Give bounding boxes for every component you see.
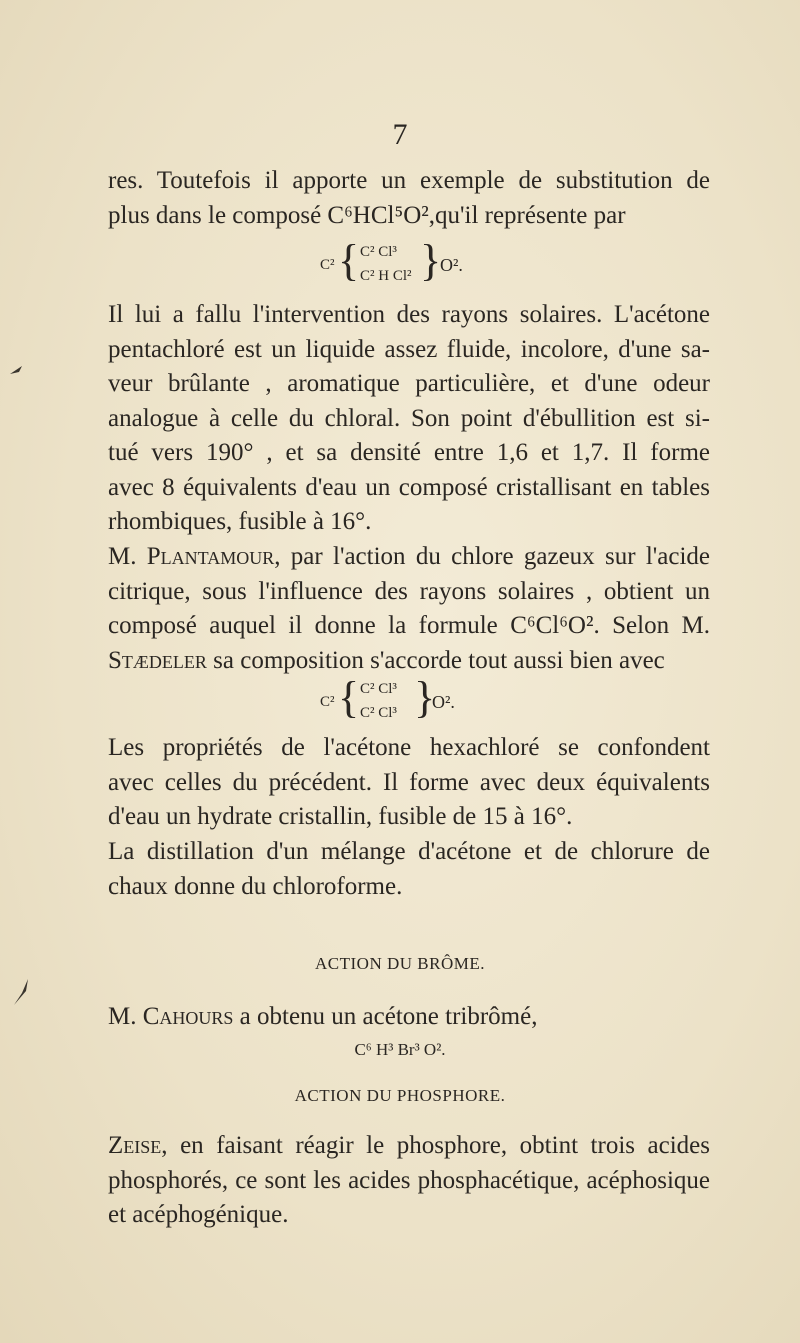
text-line: Il lui a fallu l'intervention des rayons solaires. L'acétone	[108, 301, 710, 328]
formula-top-row: C² Cl³	[360, 681, 397, 697]
author-name: Zeise	[108, 1132, 162, 1159]
text-line: chaux donne du chloroforme.	[108, 872, 403, 900]
formula-top-row: C² Cl³	[360, 244, 397, 260]
left-brace: {	[338, 673, 360, 722]
right-brace: }	[420, 236, 442, 285]
text-line: res. Toutefois il apporte un exemple de substitution de	[108, 167, 710, 194]
text-line: analogue à celle du chloral. Son point d'ébullition est si-	[108, 404, 710, 432]
text-span: , par l'action du chlore gazeux sur l'acide	[274, 543, 710, 570]
text-line: avec 8 équivalents d'eau un composé cristallisant en tables	[108, 473, 710, 501]
margin-arrow-icon	[10, 975, 34, 1009]
text-span: a obtenu un acétone tribrômé,	[233, 1003, 538, 1030]
text-line: d'eau un hydrate cristallin, fusible de 15 à 16°.	[108, 803, 573, 830]
formula-bottom-row: C² Cl³	[360, 705, 397, 721]
text-line: veur brûlante , aromatique particulière, et d'une odeur	[108, 370, 710, 397]
author-name: Cahours	[142, 1003, 234, 1030]
text-line	[108, 644, 710, 679]
text-line: pentachloré est un liquide assez fluide, incolore, d'une sa-	[108, 335, 710, 363]
margin-arrow-icon	[8, 360, 28, 380]
section-heading: ACTION DU PHOSPHORE.	[294, 1086, 506, 1105]
text-line	[108, 1129, 710, 1164]
text-line	[108, 1000, 710, 1035]
text-line: composé auquel il donne la formule C⁶Cl⁶O². Selon M.	[108, 612, 710, 639]
page-number: 7	[392, 118, 408, 151]
formula-suffix: O².	[440, 255, 463, 275]
paragraph-2	[108, 298, 710, 540]
text-line: M. Plantamour, par l'action du chlore gazeux sur l'acide	[108, 543, 710, 570]
text-line: phosphorés, ce sont les acides phosphacétique, acéphosique	[108, 1166, 710, 1194]
text-line: tué vers 190° , et sa densité entre 1,6 et 1,7. Il forme	[108, 439, 710, 466]
formula-prefix: C²	[320, 694, 335, 710]
formula-bottom-row: C² H Cl²	[360, 268, 412, 284]
paragraph-4	[108, 731, 710, 835]
right-brace: }	[414, 673, 436, 722]
text-line: et acéphogénique.	[108, 1201, 289, 1228]
formula-suffix: O².	[432, 692, 455, 712]
formula-prefix: C²	[320, 257, 335, 273]
paragraph-5	[108, 835, 710, 904]
text-line: citrique, sous l'influence des rayons solaires , obtient un	[108, 577, 710, 605]
text-span: , en faisant réagir le phosphore, obtint trois acides	[161, 1132, 710, 1159]
paragraph-3	[108, 540, 710, 678]
formula-3: C⁶ H³ Br³ O².	[354, 1040, 446, 1059]
text-span: M.	[108, 1003, 143, 1030]
text-line: avec celles du précédent. Il forme avec deux équivalents	[108, 768, 710, 796]
text-line: rhombiques, fusible à 16°.	[108, 508, 372, 535]
text-span: sa composition s'accorde tout aussi bien avec	[206, 646, 665, 674]
paragraph-7	[108, 1129, 710, 1233]
author-name: Stædeler	[108, 646, 207, 674]
section-heading: ACTION DU BRÔME.	[315, 954, 485, 973]
paragraph-1	[108, 164, 710, 233]
text-line: Les propriétés de l'acétone hexachloré se confondent	[108, 734, 710, 761]
text-line: La distillation d'un mélange d'acétone et de chlorure de	[108, 838, 710, 865]
text-line: plus dans le composé C⁶HCl⁵O²,qu'il représente par	[108, 201, 626, 229]
paragraph-6	[108, 1000, 710, 1035]
left-brace: {	[338, 236, 360, 285]
author-name: Plantamour	[146, 543, 275, 570]
